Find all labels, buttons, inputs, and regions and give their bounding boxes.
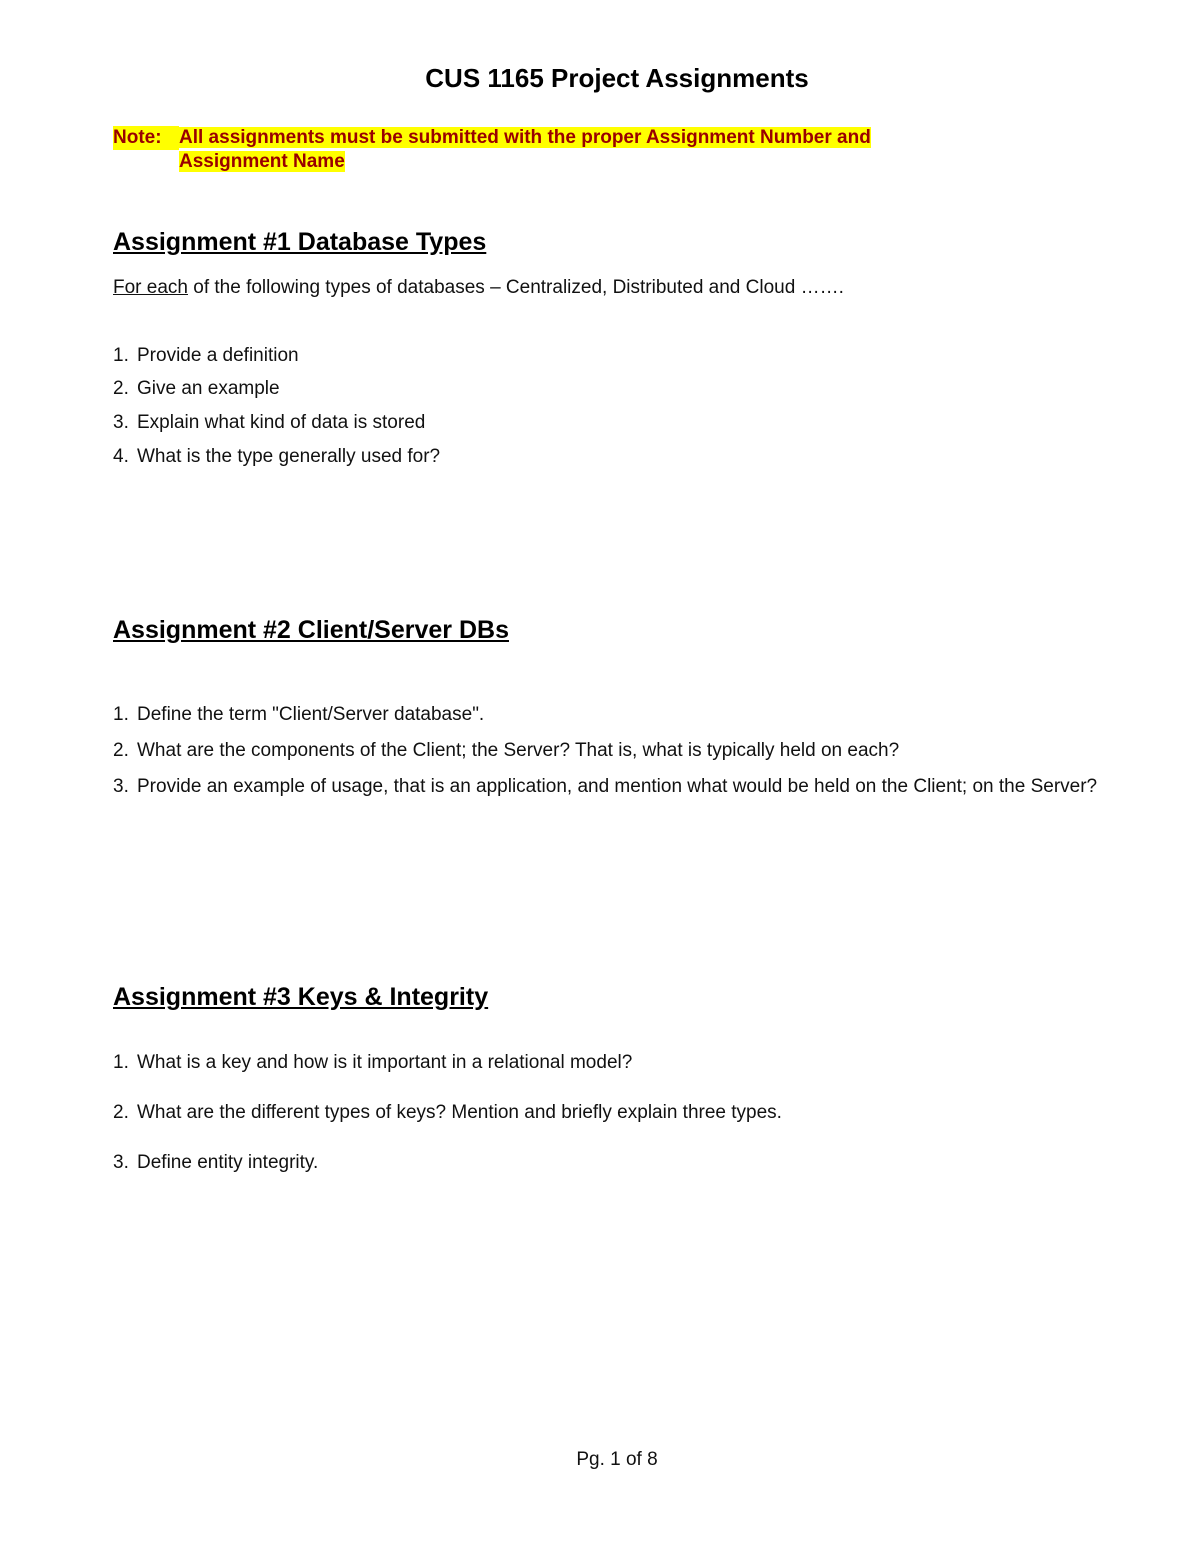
list-item — [113, 410, 440, 435]
list-item — [113, 738, 1123, 763]
list-item-text: What is a key and how is it important in a relational model? — [137, 1052, 633, 1073]
list-item — [113, 774, 1123, 799]
list-item-number: 2. — [113, 378, 129, 399]
list-item-number: 3. — [113, 776, 129, 797]
assignment-2-list — [113, 702, 1123, 799]
assignment-2-heading: Assignment #2 Client/Server DBs — [113, 616, 509, 644]
assignment-3-list — [113, 1050, 782, 1175]
note-line-1 — [113, 126, 1013, 150]
list-item — [113, 1100, 782, 1125]
list-item — [113, 1050, 782, 1075]
list-item-text: Provide an example of usage, that is an application, and mention what would be held on the Client; on the Server? — [137, 776, 1098, 797]
list-item — [113, 444, 440, 469]
list-item — [113, 1150, 782, 1175]
list-item-number: 2. — [113, 740, 129, 761]
list-item — [113, 343, 440, 368]
assignment-1-heading: Assignment #1 Database Types — [113, 228, 487, 256]
list-item-text: Define entity integrity. — [137, 1152, 319, 1173]
list-item-number: 4. — [113, 446, 129, 467]
assignment-1-intro-underlined: For each — [113, 277, 188, 298]
list-item-number: 1. — [113, 1052, 129, 1073]
list-item-number: 3. — [113, 1152, 129, 1173]
assignment-1-list — [113, 343, 440, 469]
list-item-text: Define the term "Client/Server database". — [137, 704, 485, 725]
note-label: Note: — [113, 126, 179, 150]
list-item-number: 1. — [113, 704, 129, 725]
list-item-text: What are the components of the Client; the Server? That is, what is typically held on each? — [137, 740, 900, 761]
list-item-number: 2. — [113, 1102, 129, 1123]
note-text-line-2: Assignment Name — [179, 151, 345, 172]
note-block — [113, 126, 1013, 174]
list-item-text: Provide a definition — [137, 345, 299, 366]
list-item-text: Explain what kind of data is stored — [137, 412, 426, 433]
page-number: Pg. 1 of 8 — [576, 1449, 658, 1470]
list-item-number: 1. — [113, 345, 129, 366]
list-item — [113, 702, 1123, 727]
list-item — [113, 376, 440, 401]
assignment-1-intro — [113, 276, 844, 300]
document-title: CUS 1165 Project Assignments — [425, 63, 809, 93]
note-text-line-1: All assignments must be submitted with the proper Assignment Number and — [179, 127, 871, 148]
assignment-1-intro-rest: of the following types of databases – Centralized, Distributed and Cloud ……. — [187, 277, 844, 298]
list-item-text: Give an example — [137, 378, 280, 399]
note-line-2 — [113, 150, 1013, 174]
assignment-3-heading: Assignment #3 Keys & Integrity — [113, 983, 489, 1011]
list-item-number: 3. — [113, 412, 129, 433]
list-item-text: What are the different types of keys? Mention and briefly explain three types. — [137, 1102, 782, 1123]
list-item-text: What is the type generally used for? — [137, 446, 441, 467]
